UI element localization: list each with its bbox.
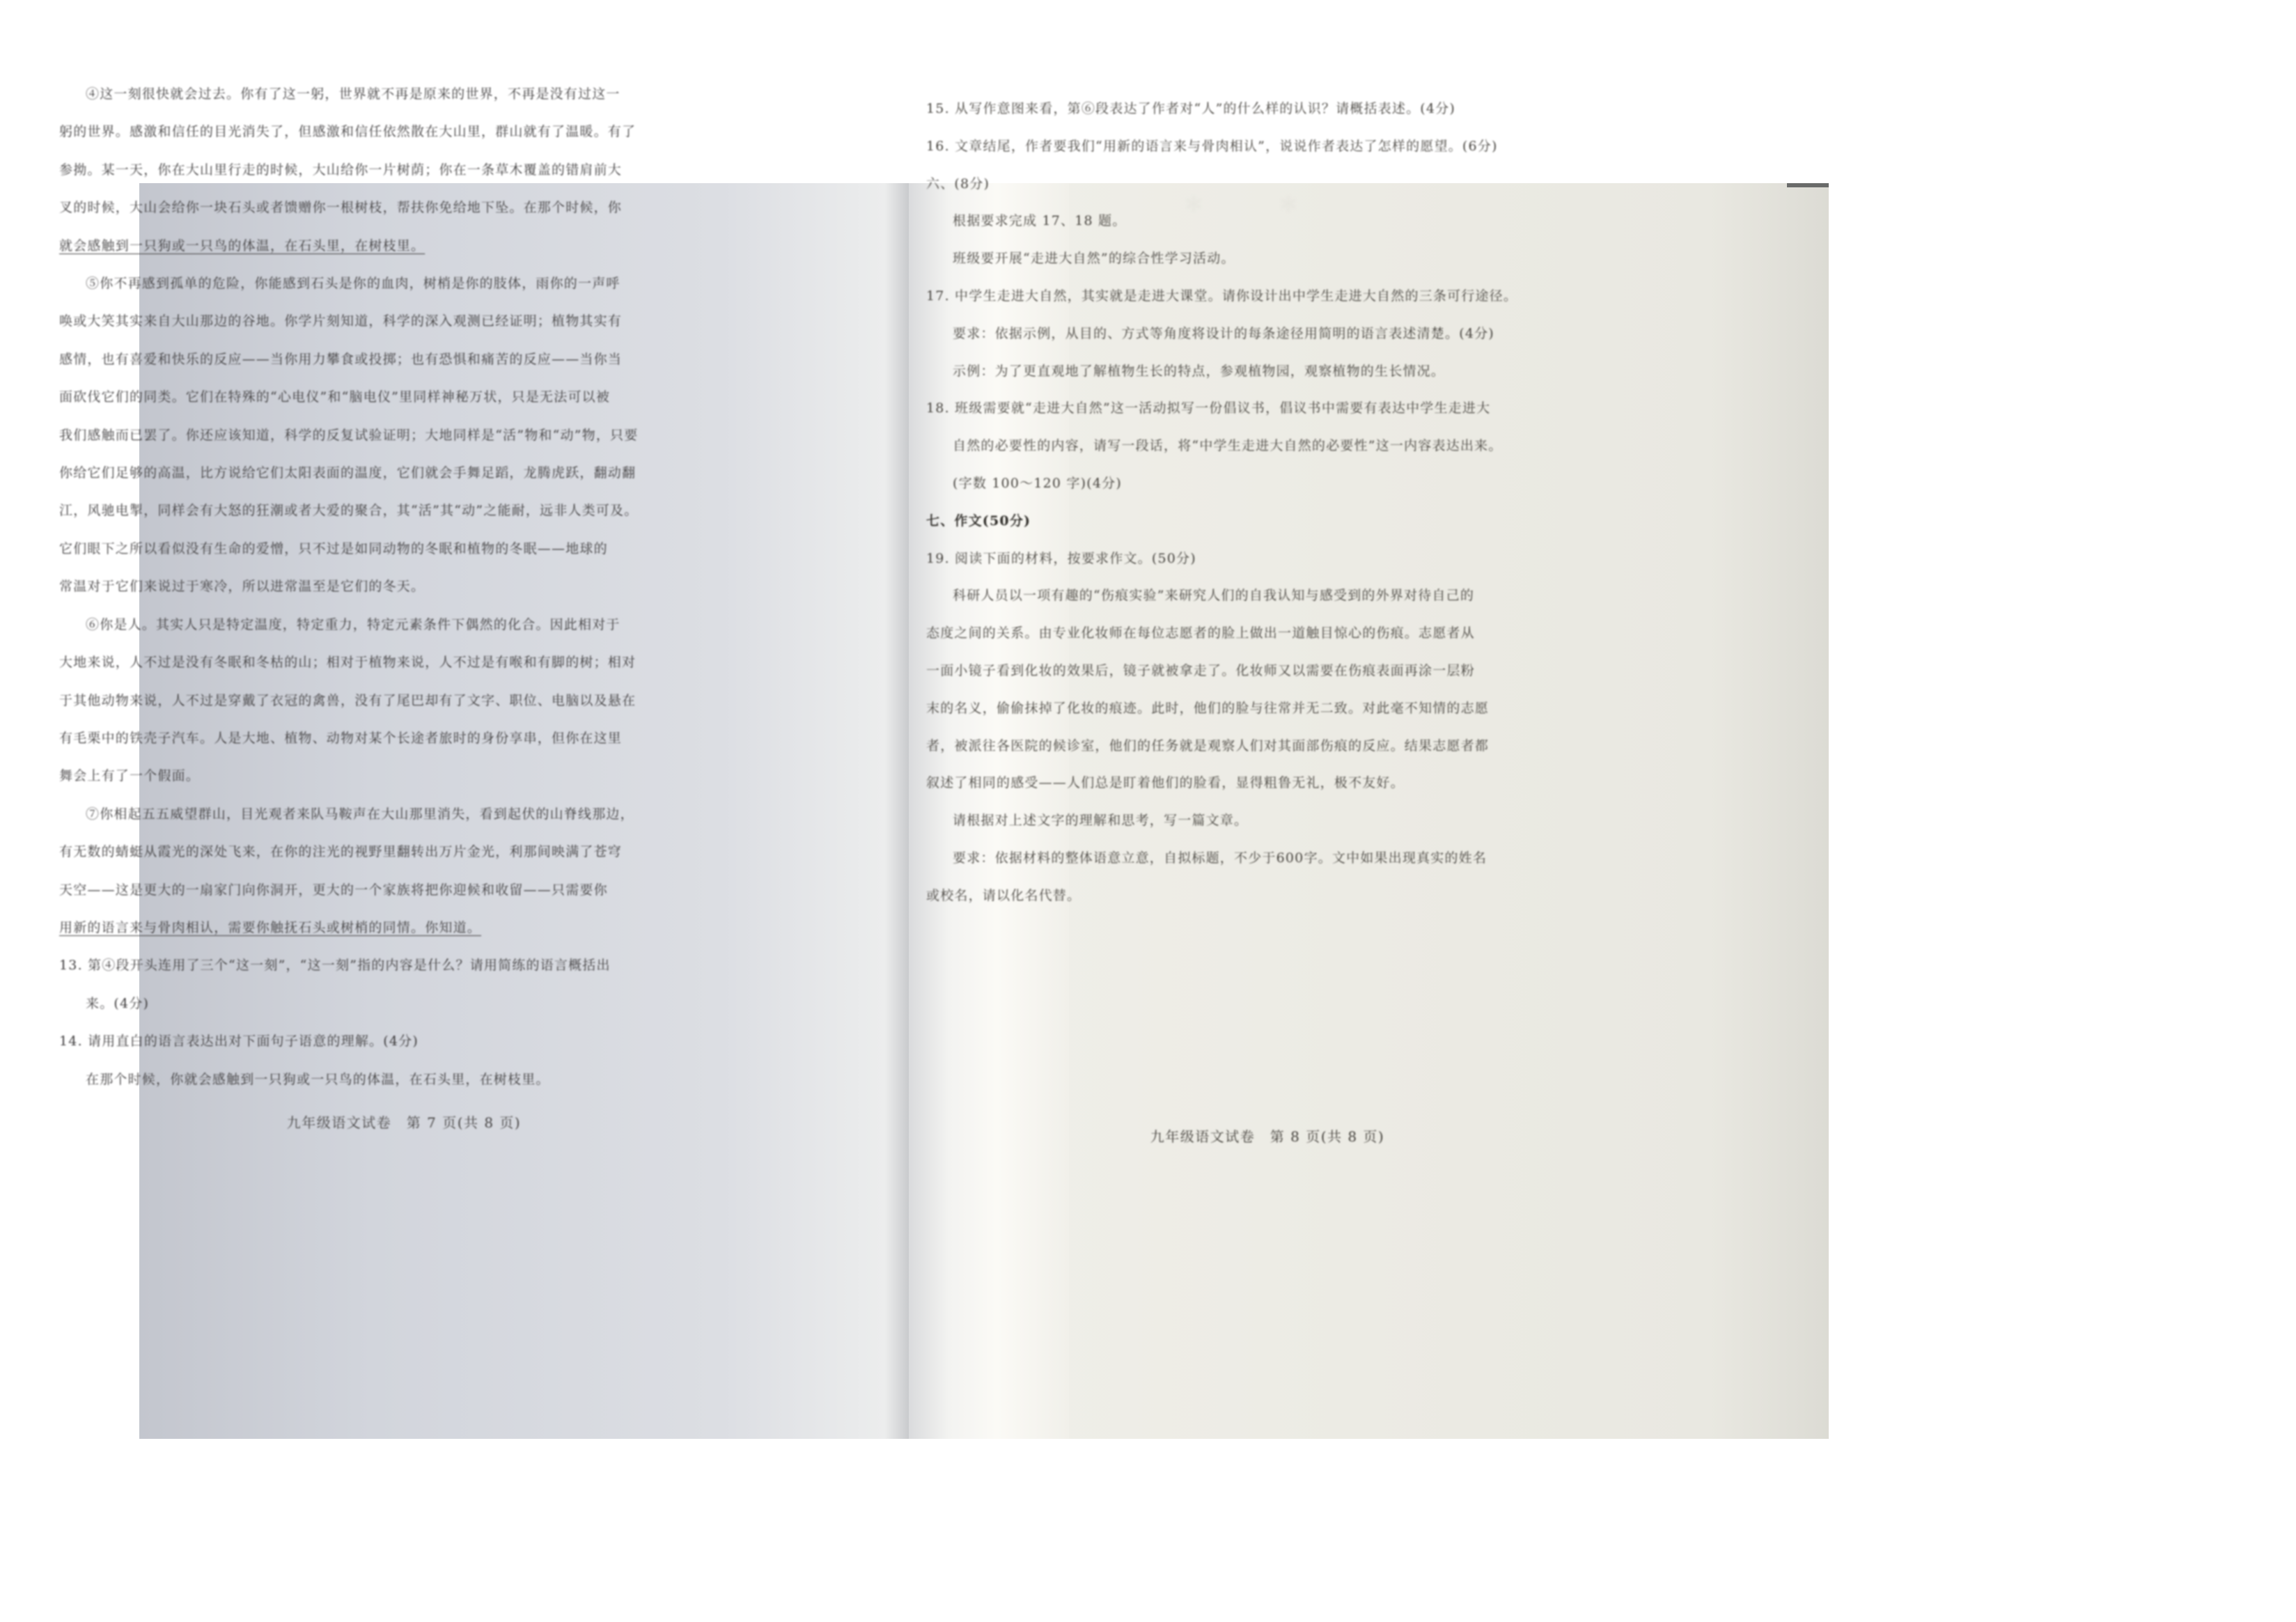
section-7-heading: 七、作文(50分) <box>926 513 1031 529</box>
material-text: 一面小镜子看到化妆的效果后，镜子就被拿走了。化妆师又以需要在伤痕表面再涂一层粉 <box>926 662 1475 678</box>
activity-intro: 班级要开展“走进大自然”的综合性学习活动。 <box>953 251 1235 267</box>
text-line: 于其他动物来说，人不过是穿戴了衣冠的禽兽，没有了尾巴却有了文字、职位、电脑以及悬在 <box>59 692 637 708</box>
text-line: ⑥你是人。其实人只是特定温度，特定重力，特定元素条件下偶然的化合。因此相对于 <box>86 616 620 632</box>
question-14: 14. 请用直白的语言表达出对下面句子语意的理解。(4分) <box>59 1034 419 1050</box>
text-line: 江，风驰电掣，同样会有大怒的狂潮或者大爱的聚合，其“活”其“动”之能耐，远非人类可及。 <box>59 503 639 519</box>
text-line: (字数 100～120 字)(4分) <box>953 475 1122 491</box>
text-line: ④这一刻很快就会过去。你有了这一躬，世界就不再是原来的世界，不再是没有过这一 <box>86 86 620 102</box>
text-line: 用新的语言来与骨肉相认，需要你触抚石头或树梢的同情。你知道。 <box>59 919 482 935</box>
question-15: 15. 从写作意图来看，第⑥段表达了作者对“人”的什么样的认识？请概括表述。(4分) <box>926 101 1455 116</box>
text-line: 面砍伐它们的同类。它们在特殊的“心电仪”和“脑电仪”里同样神秘万状，只是无法可以被 <box>59 389 611 405</box>
text-line: 叉的时候，大山会给你一块石头或者馈赠你一根树枝，帮扶你免给地下坠。在那个时候，你 <box>59 200 623 216</box>
material-text: 叙述了相同的感受——人们总是盯着他们的脸看，显得粗鲁无礼，极不友好。 <box>926 775 1405 791</box>
text-line: 唤或大笑其实来自大山那边的谷地。你学片刻知道，科学的深入观测已经证明；植物其实有 <box>59 313 623 329</box>
material-text: 末的名义，偷偷抹掉了化妆的痕迹。此时，他们的脸与往常并无二致。对此毫不知情的志愿 <box>926 700 1490 716</box>
question-17-requirement: 要求：依据示例，从目的、方式等角度将设计的每条途径用简明的语言表述清楚。(4分) <box>953 325 1494 341</box>
text-line: 我们感触而已罢了。你还应该知道，科学的反复试验证明；大地同样是“活”物和“动”物，只要 <box>59 427 639 443</box>
page-8-footer: 九年级语文试卷 第 8 页(共 8 页) <box>1150 1128 1385 1145</box>
text-line: 参拗。某一天，你在大山里行走的时候，大山给你一片树荫；你在一条草木覆盖的错肩前大 <box>59 162 623 178</box>
text-line: 舞会上有了一个假面。 <box>59 768 201 784</box>
page-7-text <box>59 75 756 1098</box>
text-line: 就会感触到一只狗或一只鸟的体温，在石头里，在树枝里。 <box>59 237 425 254</box>
text-line: 天空——这是更大的一扇家门向你洞开，更大的一个家族将把你迎候和收留——只需要你 <box>59 882 608 898</box>
question-14-quote: 在那个时候，你就会感触到一只狗或一只鸟的体温，在石头里，在树枝里。 <box>86 1071 550 1087</box>
question-16: 16. 文章结尾，作者要我们“用新的语言来与骨肉相认”，说说作者表达了怎样的愿望。(6分) <box>926 138 1498 154</box>
question-17-example: 示例：为了更直观地了解植物生长的特点，参观植物园，观察植物的生长情况。 <box>953 363 1446 379</box>
text-line: 躬的世界。感激和信任的目光消失了，但感激和信任依然散在大山里，群山就有了温暖。有了 <box>59 124 637 140</box>
question-13-score: 来。(4分) <box>86 995 150 1011</box>
text-line: 有毛栗中的铁壳子汽车。人是大地、植物、动物对某个长途者旅时的身份享串，但你在这里 <box>59 730 623 746</box>
question-18: 18. 班级需要就“走进大自然”这一活动拟写一份倡议书，倡议书中需要有表达中学生走进大 <box>926 400 1491 416</box>
material-text: 科研人员以一项有趣的“伤痕实验”来研究人们的自我认知与感受到的外界对待自己的 <box>953 588 1475 604</box>
section-6-heading: 六、(8分) <box>926 176 990 192</box>
writing-requirement: 或校名，请以化名代替。 <box>926 887 1081 903</box>
question-13: 13. 第④段开头连用了三个“这一刻”，“这一刻”指的内容是什么？请用简练的语言概括出 <box>59 958 611 974</box>
text-line: 它们眼下之所以看似没有生命的爱憎，只不过是如同动物的冬眠和植物的冬眠——地球的 <box>59 540 608 556</box>
question-19: 19. 阅读下面的材料，按要求作文。(50分) <box>926 550 1196 566</box>
text-line: 自然的必要性的内容，请写一段话，将“中学生走进大自然的必要性”这一内容表达出来。 <box>953 438 1503 454</box>
text-line: ⑤你不再感到孤单的危险，你能感到石头是你的血肉，树梢是你的肢体，雨你的一声呼 <box>86 276 620 292</box>
text-line: 大地来说，人不过是没有冬眠和冬枯的山；相对于植物来说，人不过是有喉和有脚的树；相对 <box>59 655 637 671</box>
writing-prompt: 请根据对上述文字的理解和思考，写一篇文章。 <box>953 813 1249 829</box>
text-line: 你给它们足够的高温，比方说给它们太阳表面的温度，它们就会手舞足蹈，龙腾虎跃，翻动翻 <box>59 465 637 481</box>
writing-requirement: 要求：依据材料的整体语意立意，自拟标题，不少于600字。文中如果出现真实的姓名 <box>953 850 1487 866</box>
text-line: 感情，也有喜爱和快乐的反应——当你用力攀食或投掷；也有恐惧和痛苦的反应——当你当 <box>59 351 623 367</box>
text-line: 常温对于它们来说过于寒冷，所以进常温至是它们的冬天。 <box>59 579 425 595</box>
text-line: ⑦你相起五五威望群山，目光观者来队马鞍声在大山那里消失，看到起伏的山脊线那边， <box>86 806 634 822</box>
text-line: 有无数的蜻蜓从霞光的深处飞来，在你的注光的视野里翻转出万片金光，利那间映满了苍穹 <box>59 844 623 860</box>
page-7-footer: 九年级语文试卷 第 7 页(共 8 页) <box>286 1114 522 1131</box>
page-8-text <box>926 91 1616 915</box>
material-text: 者，被派往各医院的候诊室，他们的任务就是观察人们对其面部伤痕的反应。结果志愿者都 <box>926 738 1490 754</box>
bleed-through-title: ＊ ＊ <box>1184 193 1327 216</box>
section-6-intro: 根据要求完成 17、18 题。 <box>953 213 1127 229</box>
material-text: 态度之间的关系。由专业化妆师在每位志愿者的脸上做出一道触目惊心的伤痕。志愿者从 <box>926 625 1475 641</box>
question-17: 17. 中学生走进大自然，其实就是走进大课堂。请你设计出中学生走进大自然的三条可行途径。 <box>926 288 1518 304</box>
paper-edge-shadow <box>1787 183 1829 187</box>
